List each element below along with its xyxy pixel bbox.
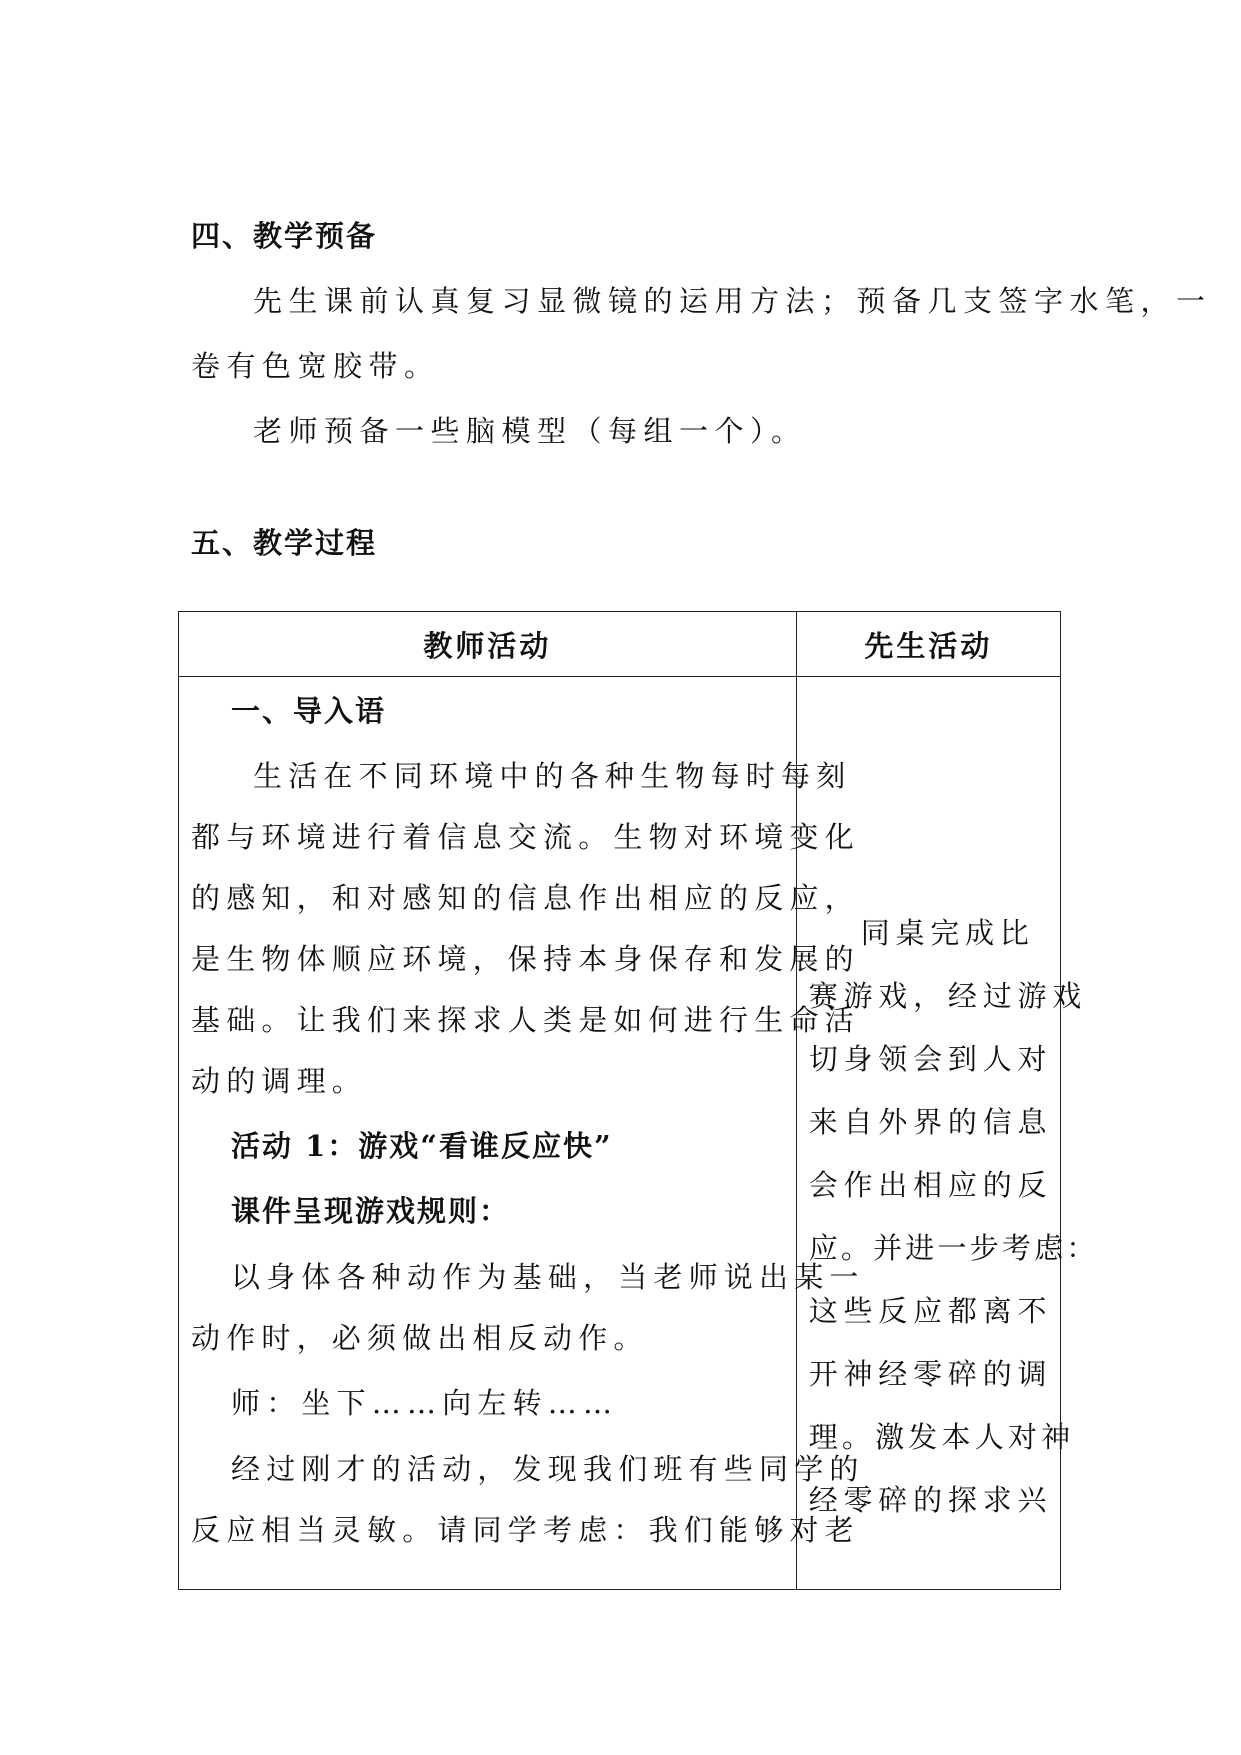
teacher-line: 以身体各种动作为基础，当老师说出某一 — [231, 1260, 865, 1294]
activity1-heading: 活动 1：游戏“看谁反应快” — [231, 1129, 613, 1163]
student-line: 来自外界的信息 — [808, 1105, 1053, 1139]
teacher-line: 的感知，和对感知的信息作出相应的反应， — [191, 881, 860, 915]
student-line: 同桌完成比 — [860, 916, 1035, 950]
rules-heading: 课件呈现游戏规则： — [231, 1194, 511, 1228]
table-header-row — [179, 612, 1061, 677]
lesson-process-table — [178, 611, 1099, 1590]
student-activity-header: 先生活动 — [796, 612, 1060, 677]
teacher-line: 动作时，必须做出相反动作。 — [191, 1321, 649, 1355]
section4-heading: 四、教学预备 — [191, 219, 378, 253]
student-activity-cell — [796, 677, 1099, 1590]
student-line: 切身领会到人对 — [808, 1042, 1053, 1076]
student-line: 这些反应都离不 — [808, 1294, 1053, 1328]
student-line: 经零碎的探求兴 — [808, 1483, 1053, 1517]
section5-heading: 五、教学过程 — [191, 526, 378, 560]
teacher-line: 生活在不同环境中的各种生物每时每刻 — [253, 759, 852, 793]
section4-paragraph1-line2: 卷有色宽胶带。 — [191, 349, 440, 383]
student-line: 会作出相应的反 — [808, 1168, 1053, 1202]
student-line: 开神经零碎的调 — [808, 1357, 1053, 1391]
teacher-line: 经过刚才的活动，发现我们班有些同学的 — [231, 1452, 865, 1486]
teacher-line: 基础。让我们来探求人类是如何进行生命活 — [191, 1003, 860, 1037]
teacher-line: 师：坐下……向左转…… — [231, 1386, 619, 1420]
teacher-line: 是生物体顺应环境，保持本身保存和发展的 — [191, 942, 860, 976]
intro-heading: 一、导入语 — [231, 694, 387, 728]
student-line: 理。激发本人对神 — [808, 1420, 1075, 1454]
teacher-line: 动的调理。 — [191, 1064, 368, 1098]
section4-paragraph2: 老师预备一些脑模型（每组一个）。 — [253, 414, 807, 448]
student-line: 应。并进一步考虑： — [808, 1231, 1099, 1265]
table-row — [179, 677, 1061, 1590]
teacher-activity-header: 教师活动 — [179, 612, 797, 677]
teacher-activity-cell — [179, 677, 865, 1590]
section4-paragraph1-line1: 先生课前认真复习显微镜的运用方法；预备几支签字水笔，一 — [253, 284, 1212, 318]
student-line: 赛游戏，经过游戏 — [808, 979, 1088, 1013]
teacher-line: 都与环境进行着信息交流。生物对环境变化 — [191, 820, 860, 854]
teacher-line: 反应相当灵敏。请同学考虑：我们能够对老 — [191, 1513, 860, 1547]
